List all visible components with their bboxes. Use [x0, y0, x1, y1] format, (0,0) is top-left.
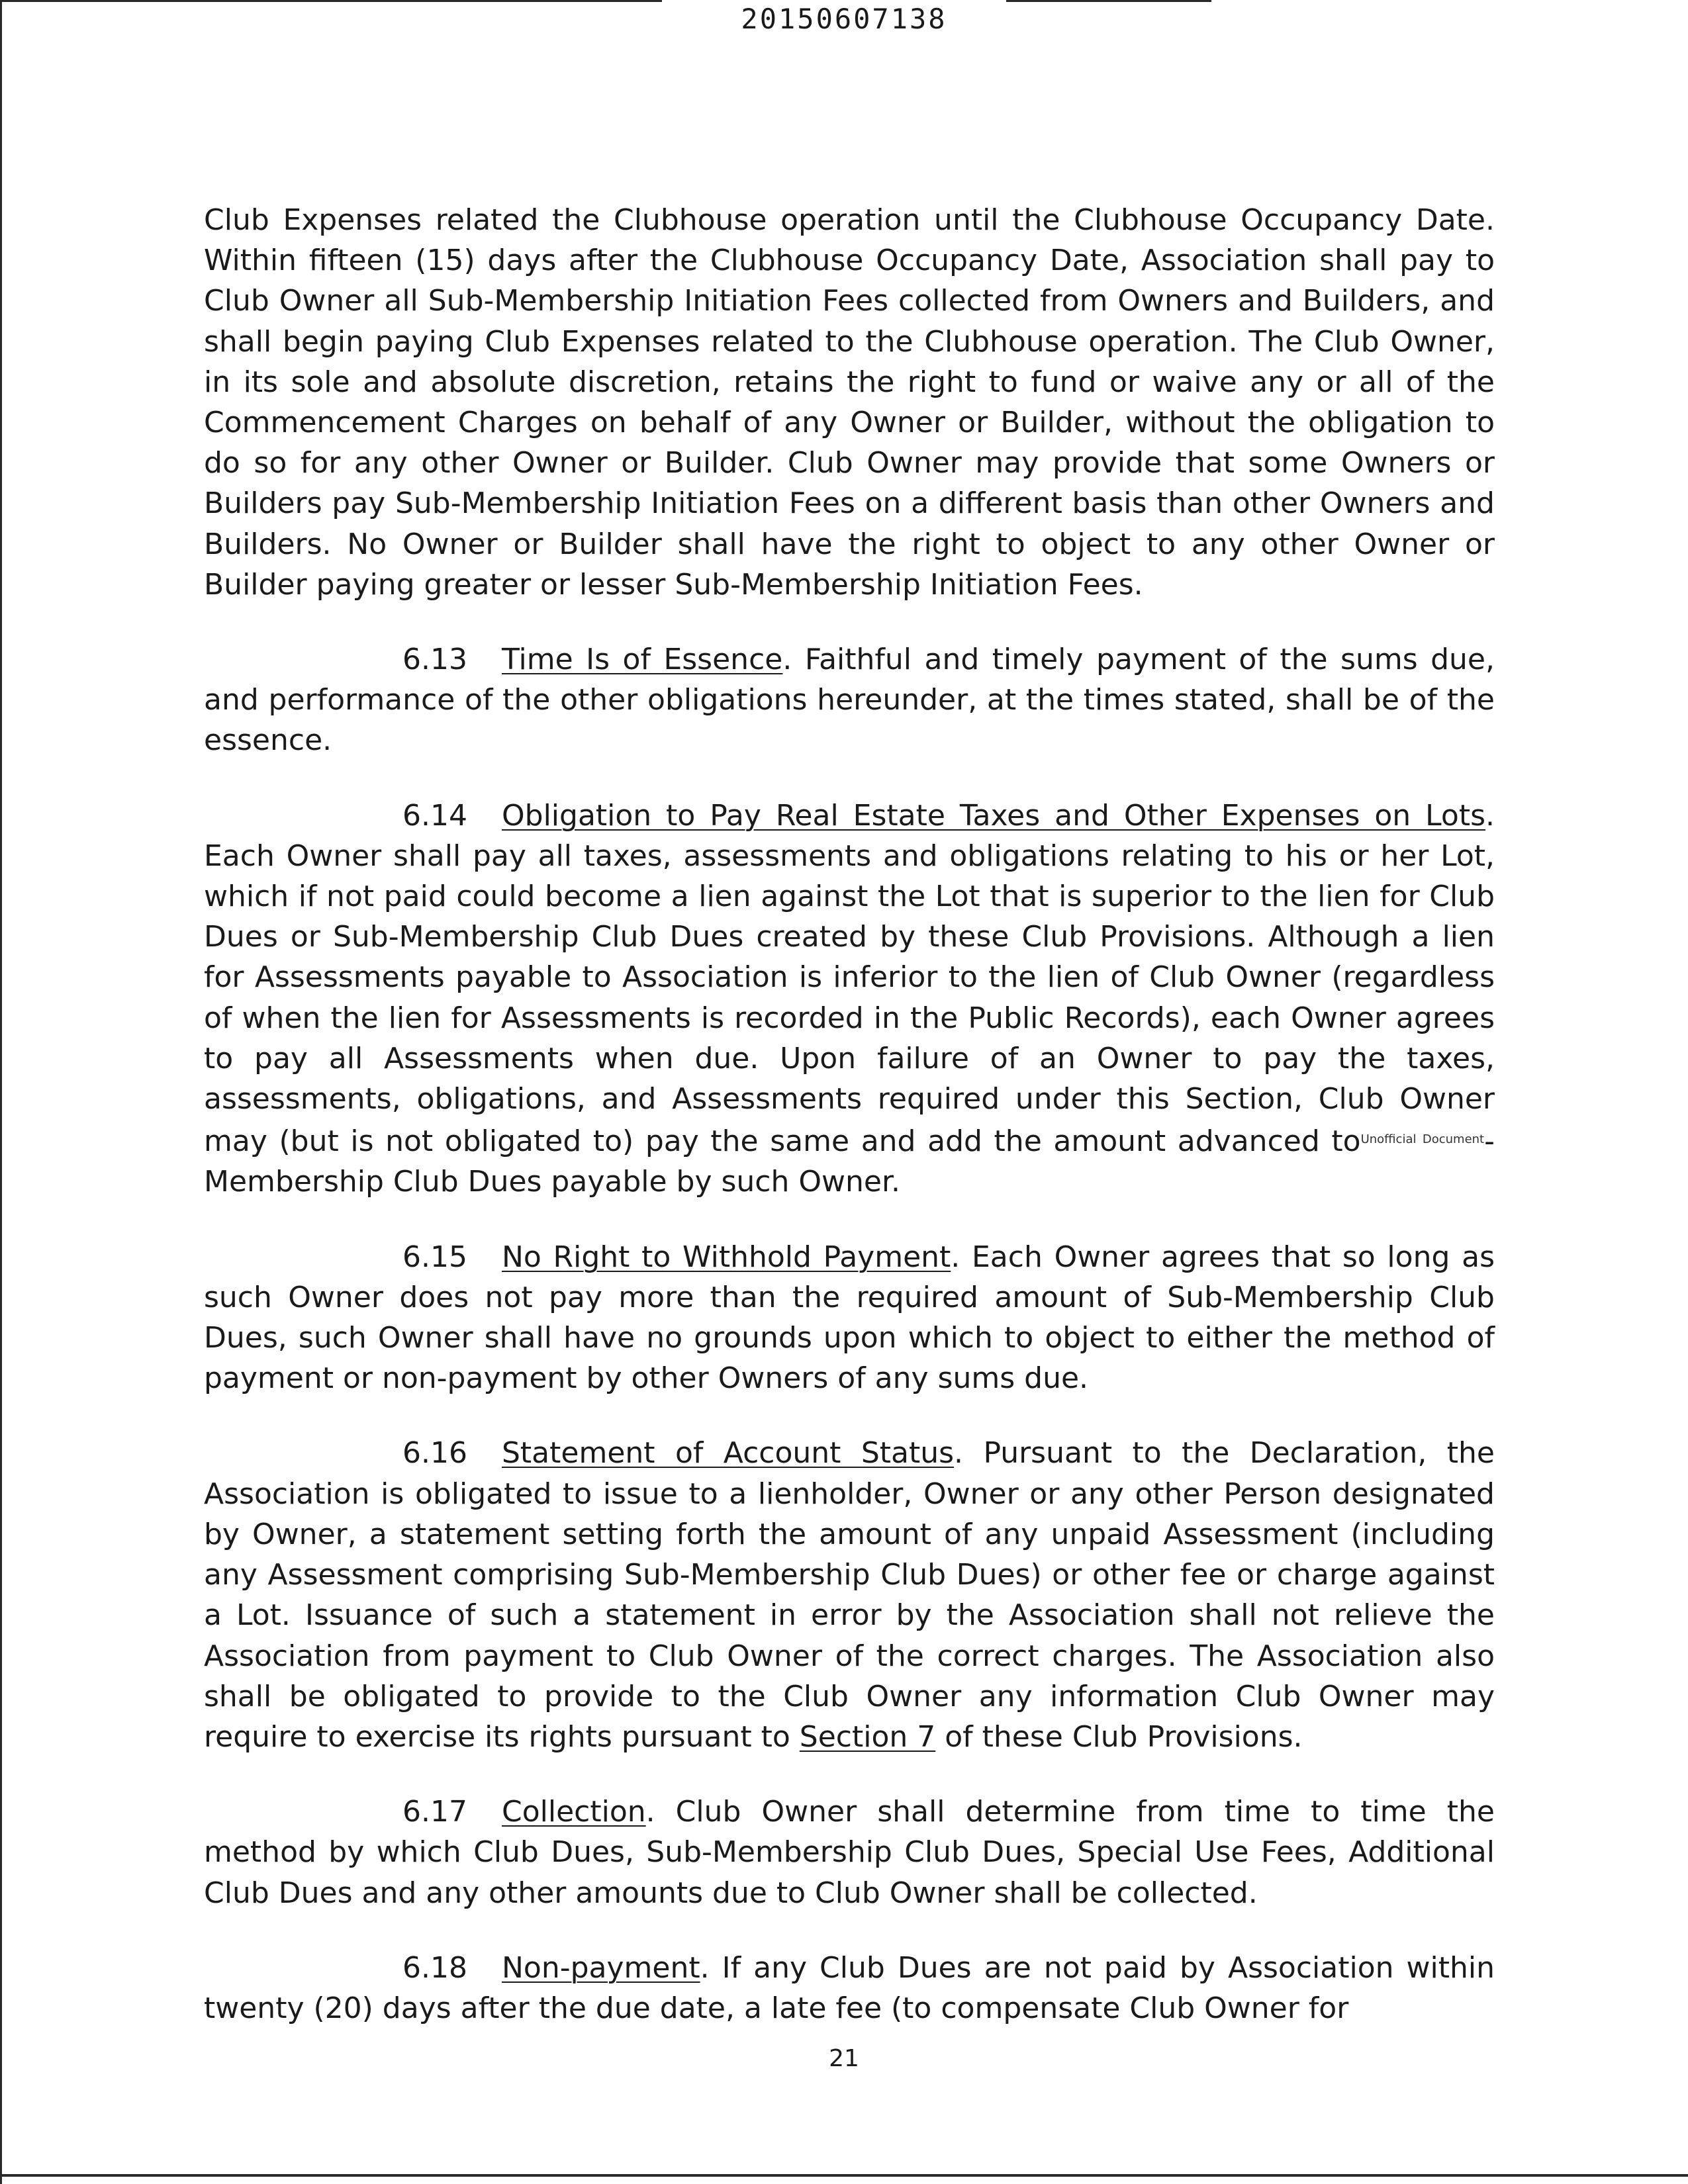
section-6-15: [204, 1237, 1495, 1399]
section-title: Non-payment: [502, 1950, 700, 1985]
section-title: No Right to Withhold Payment: [502, 1240, 951, 1274]
section-title: Time Is of Essence: [502, 643, 783, 677]
scan-edge-bottom: [0, 2174, 1688, 2177]
section-7-reference: Section 7: [799, 1719, 936, 1754]
scan-edge-top-right: [1006, 0, 1211, 2]
unofficial-document-watermark: Unofficial Document: [1360, 1132, 1485, 1147]
section-number: 6.16: [402, 1436, 467, 1471]
section-6-13: [204, 639, 1495, 761]
section-number: 6.15: [402, 1240, 467, 1274]
section-title: Obligation to Pay Real Estate Taxes and Other Expenses on Lots: [502, 798, 1485, 833]
section-text: . Each Owner shall pay all taxes, assessments and obligations relating to his or her Lot, which if not paid could become a lien against the Lot that is superior to the lien for Club Dues or Sub-Membership Club Dues created by these Club Provisions. Although a lien for Assessments payable to Association is inferior to the lien of Club Owner (regardless of when the lien for Assessments is recorded in the Public Records), each Owner agrees to pay all Assessments when due. Upon failure of an Owner to pay the taxes, assessments, obligations, and Assessments required under this Section, Club Owner may (but is not obligated to) pay the same and add the amount advanced to: [204, 798, 1495, 1159]
document-number: 20150607138: [741, 3, 947, 35]
section-text: . Faithful and timely payment of the sums due, and performance of the other obligations hereunder, at the times stated, shall be of the essence.: [204, 643, 1495, 758]
scan-edge-top-left: [0, 0, 662, 2]
section-6-18: [204, 1948, 1495, 2028]
section-text: . Each Owner agrees that so long as such Owner does not pay more than the required amount of Sub-Membership Club Dues, such Owner shall have no grounds upon which to object to either the method of payment or non-payment by other Owners of any sums due.: [204, 1240, 1495, 1396]
intro-paragraph: Club Expenses related the Clubhouse operation until the Clubhouse Occupancy Date. Within fifteen (15) days after the Clubhouse Occupancy Date, Association shall pay to Club Owner all Sub-Membership Initiation Fees collected from Owners and Builders, and shall begin paying Club Expenses related to the Clubhouse operation. The Club Owner, in its sole and absolute discretion, retains the right to fund or waive any or all of the Commencement Charges on behalf of any Owner or Builder, without the obligation to do so for any other Owner or Builder. Club Owner may provide that some Owners or Builders pay Sub-Membership Initiation Fees on a different basis than other Owners and Builders. No Owner or Builder shall have the right to object to any other Owner or Builder paying greater or lesser Sub-Membership Initiation Fees.: [204, 203, 1495, 602]
section-number: 6.17: [402, 1795, 467, 1829]
section-text-continued: of these Club Provisions.: [935, 1719, 1303, 1754]
section-text: . If any Club Dues are not paid by Association within twenty (20) days after the due date, a late fee (to compensate Club Owner for: [204, 1950, 1495, 2025]
document-body: [204, 200, 1495, 2063]
section-text: . Club Owner shall determine from time to time the method by which Club Dues, Sub-Membership Club Dues, Special Use Fees, Additional Club Dues and any other amounts due to Club Owner shall be collected.: [204, 1795, 1495, 1910]
section-title: Statement of Account Status: [502, 1436, 955, 1471]
page-number: 21: [829, 2045, 859, 2072]
section-number: 6.18: [402, 1950, 467, 1985]
section-text: . Pursuant to the Declaration, the Association is obligated to issue to a lienholder, Owner or any other Person designated by Owner, a statement setting forth the amount of any unpaid Assessment (including any Assessment comprising Sub-Membership Club Dues) or other fee or charge against a Lot. Issuance of such a statement in error by the Association shall not relieve the Association from payment to Club Owner of the correct charges. The Association also shall be obligated to provide to the Club Owner any information Club Owner may require to exercise its rights pursuant to: [204, 1436, 1495, 1754]
section-text-continued: -Membership Club Dues payable by such Owner.: [204, 1124, 1495, 1199]
scan-edge-left: [0, 0, 2, 2184]
section-6-16: [204, 1433, 1495, 1757]
section-title: Collection: [502, 1795, 646, 1829]
section-6-17: [204, 1792, 1495, 1913]
section-number: 6.13: [402, 643, 467, 677]
section-6-14: [204, 796, 1495, 1203]
section-number: 6.14: [402, 798, 467, 833]
